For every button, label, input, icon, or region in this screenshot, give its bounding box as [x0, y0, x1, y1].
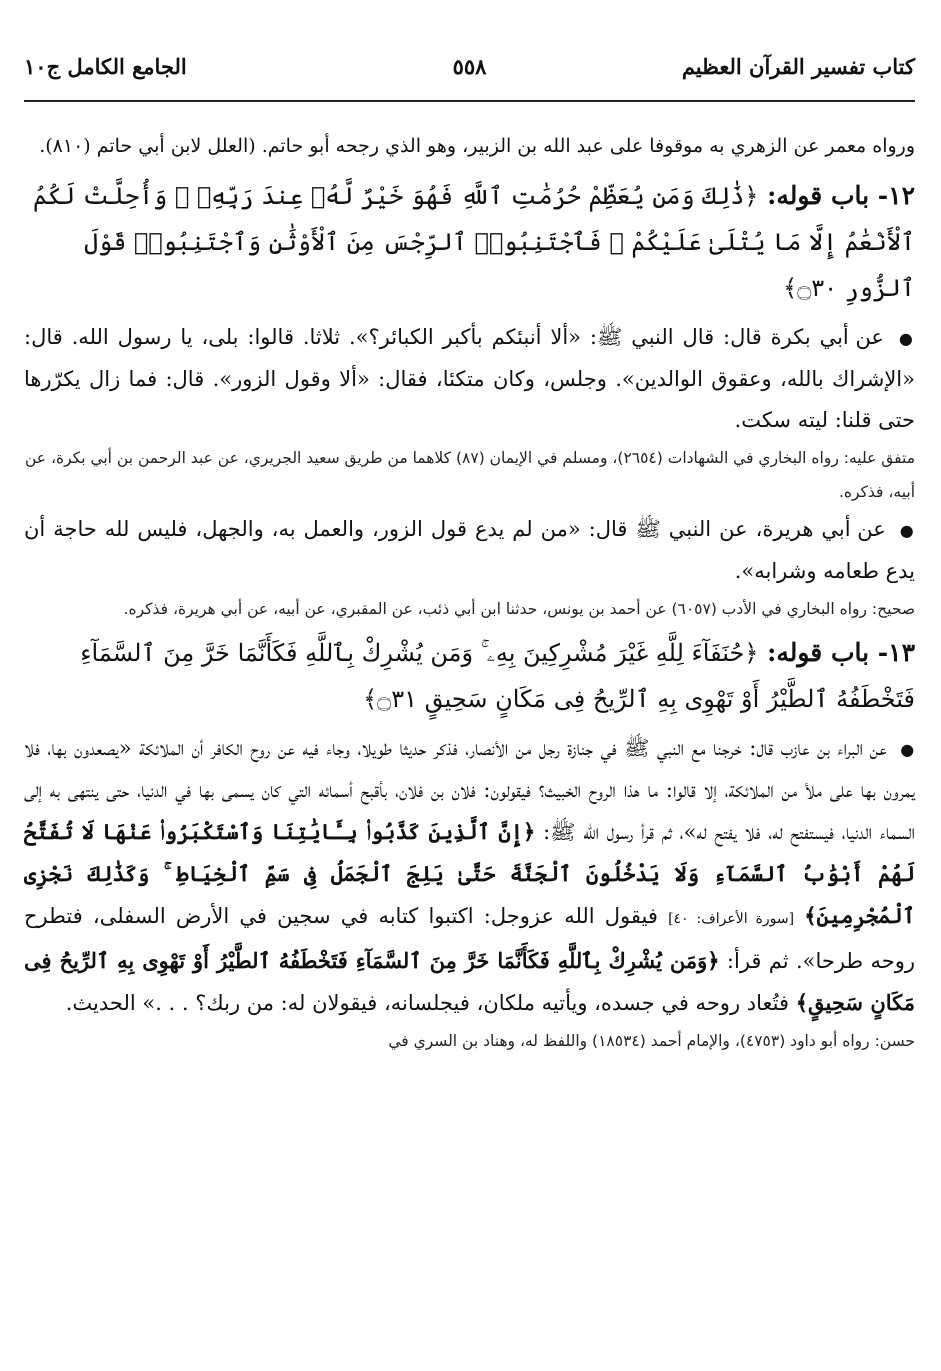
hadith-3-part-2: فيقول الله عزوجل: اكتبوا كتابه في سجين في الأرض السفلى، فتطرح روحه طرحا». ثم قرأ: [24, 904, 915, 973]
quran-quote-1: ﴿إِنَّ ٱلَّذِينَ كَذَّبُوا۟ بِـَٔايَٰتِنَا وَٱسْتَكْبَرُوا۟ عَنْهَا لَا تُفَتَّحُ لَهُمْ أَبْوَٰبُ ٱلسَّمَآءِ وَلَا يَدْخُلُونَ ٱلْجَنَّةَ حَتَّىٰ يَلِجَ ٱلْجَمَلُ فِى سَمِّ ٱلْخِيَاطِ ۚ وَكَذَٰلِكَ نَجْزِى ٱلْمُجْرِمِينَ﴾ [24, 819, 915, 928]
page-number: ٥٥٨ [452, 54, 487, 79]
hadith-3 [24, 728, 915, 1024]
page-content [24, 102, 915, 1058]
section-12-label: ١٢- باب قوله: [767, 181, 915, 210]
hadith-3-part-1: عن البراء بن عازب قال: خرجنا مع النبي ﷺ في جنازة رجل من الأنصار، فذكر حديثا طويلا، وجاء فيه عن روح الكافر أن الملائكة «يصعدون بها، فلا يمرون بها على ملأ من الملائكة، إلا قالوا: ما هذا الروح الخبيث؟ فيقولون: فلان بن فلان، بأقبح أسمائه التي كان يسمى بها في الدنيا، حتى ينتهى به إلى السماء الدنيا، فيستفتح له، فلا يفتح له»، ثم قرأ رسول الله ﷺ: [24, 736, 915, 844]
section-13-heading [24, 630, 915, 722]
running-header [24, 0, 915, 102]
bullet-icon: ● [898, 329, 915, 348]
section-12-heading [24, 173, 915, 311]
collection-title: الجامع الكامل ج١٠ [24, 54, 187, 79]
hadith-1 [24, 317, 915, 441]
takhrij-note-2: صحيح: رواه البخاري في الأدب (٦٠٥٧) عن أحمد بن يونس، حدثنا ابن أبي ذئب، عن المقبري، عن أبيه، عن أبي هريرة، فذكره. [123, 600, 915, 618]
hadith-1-text: عن أبي بكرة قال: قال النبي ﷺ: «ألا أنبئكم بأكبر الكبائر؟». ثلاثا. قالوا: بلى، يا رسول الله. قال: «الإشراك بالله، وعقوق الوالدين». وجلس، وكان متكئا، فقال: «ألا وقول الزور». قال: فما زال يكرّرها حتى قلنا: ليته سكت. [24, 325, 915, 432]
quran-quote-2: ﴿وَمَن يُشْرِكْ بِٱللَّهِ فَكَأَنَّمَا خَرَّ مِنَ ٱلسَّمَآءِ فَتَخْطَفُهُ ٱلطَّيْرُ أَوْ تَهْوِى بِهِ ٱلرِّيحُ فِى مَكَانٍ سَحِيقٍ﴾ [24, 948, 915, 1015]
takhrij-note-3: حسن: رواه أبو داود (٤٧٥٣)، والإمام أحمد (١٨٥٣٤) واللفظ له، وهناد بن السري في [388, 1032, 915, 1050]
takhrij-note-1: متفق عليه: رواه البخاري في الشهادات (٢٦٥٤)، ومسلم في الإيمان (٨٧) كلاهما من طريق سعيد الجريري، عن عبد الرحمن بن أبي بكرة، عن أبيه، فذكره. [25, 449, 915, 501]
bullet-icon: ● [900, 740, 915, 759]
hadith-2-text: عن أبي هريرة، عن النبي ﷺ قال: «من لم يدع قول الزور، والعمل به، والجهل، فليس لله حاجة أن يدع طعامه وشرابه». [24, 517, 915, 583]
section-13-ayah: ﴿حُنَفَآءَ لِلَّهِ غَيْرَ مُشْرِكِينَ بِهِۦ ۚ وَمَن يُشْرِكْ بِٱللَّهِ فَكَأَنَّمَا خَرَّ مِنَ ٱلسَّمَآءِ فَتَخْطَفُهُ ٱلطَّيْرُ أَوْ تَهْوِى بِهِ ٱلرِّيحُ فِى مَكَانٍ سَحِيقٍ ۝٣١﴾ [80, 639, 915, 713]
hadith-3-part-3: فتُعاد روحه في جسده، ويأتيه ملكان، فيجلسانه، فيقولان له: من ربك؟ . . .» الحديث. [65, 991, 790, 1015]
book-title: كتاب تفسير القرآن العظيم [681, 54, 915, 79]
hadith-2 [24, 509, 915, 592]
surah-citation: [سورة الأعراف: ٤٠] [668, 911, 795, 927]
section-12-ayah: ﴿ذَٰلِكَ وَمَن يُعَظِّمْ حُرُمَٰتِ ٱللَّهِ فَهُوَ خَيْرٌ لَّهُۥ عِندَ رَبِّهِۦ ۗ وَأُحِلَّتْ لَكُمُ ٱلْأَنْعَٰمُ إِلَّا مَا يُتْلَىٰ عَلَيْكُمْ ۖ فَٱجْتَنِبُوا۟ ٱلرِّجْسَ مِنَ ٱلْأَوْثَٰنِ وَٱجْتَنِبُوا۟ قَوْلَ ٱلزُّورِ ۝٣٠﴾ [33, 182, 915, 302]
bullet-icon: ● [899, 521, 915, 540]
intro-paragraph: ورواه معمر عن الزهري به موقوفا على عبد الله بن الزبير، وهو الذي رجحه أبو حاتم. (العلل لابن أبي حاتم (٨١٠). [39, 135, 915, 157]
section-13-label: ١٣- باب قوله: [767, 638, 915, 667]
